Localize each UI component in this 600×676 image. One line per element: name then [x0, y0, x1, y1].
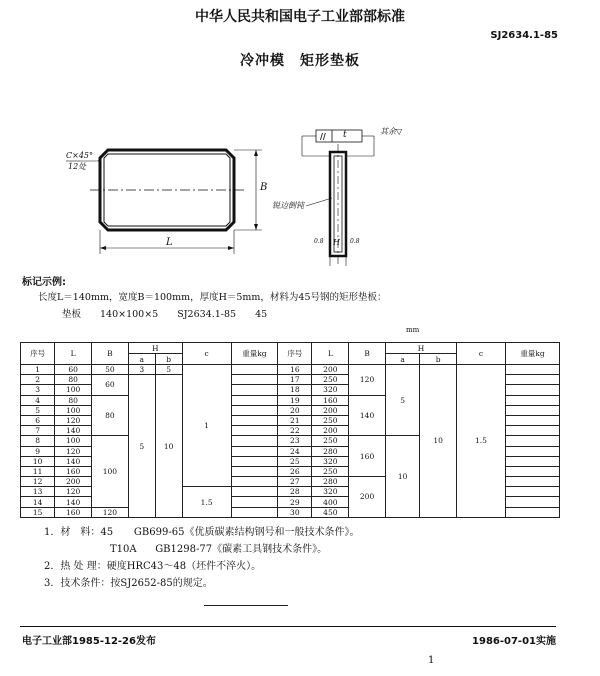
- cell-b: 50: [92, 365, 129, 375]
- cell-weight-right: [505, 487, 559, 497]
- dim-l-label: L: [166, 237, 173, 248]
- cell-weight: [231, 466, 278, 476]
- note-1-standard-1: GB699-65《优质碳素结构钢号和一般技术条件》。: [133, 527, 360, 538]
- cell-a-right: 10: [385, 436, 419, 518]
- header-weight-right: 重量kg: [505, 343, 559, 365]
- cell-weight: [231, 497, 278, 507]
- cell-l-right: 250: [312, 375, 349, 385]
- cell-l-right: 200: [312, 405, 349, 415]
- cell-weight: [231, 415, 278, 425]
- note-3: 3．技术条件：按SJ2652-85的规定。: [44, 578, 213, 589]
- cell-seq: 5: [21, 405, 55, 415]
- cell-weight-right: [505, 415, 559, 425]
- cell-seq: 2: [21, 375, 55, 385]
- cell-c: 1: [182, 365, 231, 487]
- cell-l-right: 320: [312, 456, 349, 466]
- cell-seq-right: 23: [278, 436, 312, 446]
- cell-seq-right: 25: [278, 456, 312, 466]
- roughness-note: 其余▽: [380, 127, 403, 136]
- header-seq: 序号: [21, 343, 55, 365]
- unit-label: mm: [406, 326, 420, 334]
- cell-seq: 4: [21, 395, 55, 405]
- header-h: H: [128, 343, 182, 354]
- cell-weight: [231, 456, 278, 466]
- cell-seq-right: 22: [278, 426, 312, 436]
- cell-b: 100: [92, 436, 129, 507]
- parallelism-symbol: //: [320, 131, 326, 141]
- cell-seq-right: 16: [278, 365, 312, 375]
- cell-l: 200: [55, 477, 92, 487]
- cell-a: 5: [128, 375, 155, 518]
- cell-weight-right: [505, 375, 559, 385]
- cell-l-right: 250: [312, 466, 349, 476]
- cell-weight: [231, 385, 278, 395]
- edge-note: 锐边倒钝: [272, 201, 304, 210]
- chamfer-count: 12处: [68, 162, 87, 171]
- cell-l: 120: [55, 415, 92, 425]
- cell-weight-right: [505, 477, 559, 487]
- cell-b-right: 140: [349, 395, 386, 436]
- header-b-right: B: [349, 343, 386, 365]
- header-a-right: a: [385, 354, 419, 365]
- cell-l: 60: [55, 365, 92, 375]
- cell-seq-right: 21: [278, 415, 312, 425]
- header-weight: 重量kg: [231, 343, 278, 365]
- cell-l: 140: [55, 426, 92, 436]
- cell-weight-right: [505, 446, 559, 456]
- cell-seq-right: 20: [278, 405, 312, 415]
- cell-seq-right: 26: [278, 466, 312, 476]
- header-b-sub-right: b: [420, 354, 457, 365]
- cell-b: 60: [92, 375, 129, 395]
- cell-l-right: 450: [312, 507, 349, 517]
- cell-l-right: 250: [312, 415, 349, 425]
- cell-l-right: 160: [312, 395, 349, 405]
- cell-weight: [231, 446, 278, 456]
- cell-weight-right: [505, 365, 559, 375]
- cell-seq-right: 19: [278, 395, 312, 405]
- plate-front-view: [66, 150, 262, 254]
- note-1-label: 1．材 料：: [44, 527, 101, 538]
- header-l: L: [55, 343, 92, 365]
- cell-c: 1.5: [182, 487, 231, 518]
- example-line-1: 长度L＝140mm，宽度B＝100mm，厚度H＝5mm，材料为45号钢的矩形垫板：: [38, 292, 387, 303]
- cell-b: 120: [92, 507, 129, 517]
- separator-line: [204, 605, 288, 606]
- cell-weight-right: [505, 466, 559, 476]
- example-line-2: 垫板 140×100×5 SJ2634.1-85 45: [62, 309, 268, 320]
- cell-l: 140: [55, 456, 92, 466]
- cell-seq: 12: [21, 477, 55, 487]
- cell-seq: 13: [21, 487, 55, 497]
- chamfer-label: C×45°: [66, 151, 94, 160]
- cell-a: 3: [128, 365, 155, 375]
- cell-b-right: 120: [349, 365, 386, 396]
- cell-l-right: 280: [312, 446, 349, 456]
- cell-l-right: 200: [312, 365, 349, 375]
- cell-weight: [231, 395, 278, 405]
- cell-l: 120: [55, 446, 92, 456]
- table-header-row: [21, 343, 560, 354]
- cell-seq: 10: [21, 456, 55, 466]
- header-seq-right: 序号: [278, 343, 312, 365]
- cell-weight-right: [505, 405, 559, 415]
- cell-l-right: 320: [312, 487, 349, 497]
- roughness-right: 0.8: [350, 238, 360, 245]
- cell-bh-right: 10: [420, 365, 457, 518]
- cell-l: 80: [55, 395, 92, 405]
- dim-h-label: H: [333, 238, 340, 247]
- cell-weight-right: [505, 497, 559, 507]
- header-l-right: L: [312, 343, 349, 365]
- cell-a-right: 5: [385, 365, 419, 436]
- cell-l: 160: [55, 466, 92, 476]
- cell-seq: 9: [21, 446, 55, 456]
- dimension-table: [20, 342, 560, 518]
- cell-seq-right: 29: [278, 497, 312, 507]
- cell-weight-right: [505, 507, 559, 517]
- technical-drawing: [0, 120, 600, 270]
- cell-weight-right: [505, 426, 559, 436]
- header-h-right: H: [385, 343, 456, 354]
- cell-l: 140: [55, 497, 92, 507]
- header-a: a: [128, 354, 155, 365]
- cell-seq-right: 17: [278, 375, 312, 385]
- cell-seq-right: 27: [278, 477, 312, 487]
- cell-weight-right: [505, 456, 559, 466]
- table-row: [21, 365, 560, 375]
- note-1-material-1: 45: [100, 527, 114, 538]
- standard-code: SJ2634.1-85: [490, 30, 558, 41]
- cell-seq: 6: [21, 415, 55, 425]
- cell-b-right: 200: [349, 477, 386, 518]
- cell-seq: 7: [21, 426, 55, 436]
- note-2: 2．热 处 理：硬度HRC43～48（坯件不淬火）。: [44, 561, 262, 572]
- cell-seq-right: 28: [278, 487, 312, 497]
- roughness-left: 0.8: [314, 238, 324, 245]
- cell-l-right: 280: [312, 477, 349, 487]
- cell-seq: 14: [21, 497, 55, 507]
- cell-l-right: 320: [312, 385, 349, 395]
- cell-seq: 3: [21, 385, 55, 395]
- cell-l: 120: [55, 487, 92, 497]
- page-number: 1: [428, 655, 435, 666]
- cell-seq: 8: [21, 436, 55, 446]
- cell-seq: 15: [21, 507, 55, 517]
- cell-weight-right: [505, 436, 559, 446]
- dim-b-label: B: [260, 182, 268, 193]
- cell-seq-right: 30: [278, 507, 312, 517]
- cell-weight: [231, 405, 278, 415]
- cell-l: 80: [55, 375, 92, 385]
- org-title: 中华人民共和国电子工业部部标准: [195, 9, 405, 25]
- issue-date: 电子工业部1985-12-26发布: [22, 636, 156, 647]
- cell-weight-right: [505, 395, 559, 405]
- header-b: B: [92, 343, 129, 365]
- cell-l: 100: [55, 405, 92, 415]
- cell-seq-right: 18: [278, 385, 312, 395]
- example-title: 标记示例:: [22, 277, 66, 288]
- footer-rule: [20, 626, 556, 627]
- cell-weight: [231, 426, 278, 436]
- cell-weight: [231, 436, 278, 446]
- cell-b: 80: [92, 395, 129, 436]
- cell-b-right: 160: [349, 436, 386, 477]
- cell-l: 100: [55, 436, 92, 446]
- header-c-right: c: [457, 343, 506, 365]
- note-1-material-2: T10A: [110, 544, 137, 555]
- cell-c-right: 1.5: [457, 365, 506, 518]
- note-1-standard-2: GB1298-77《碳素工具钢技术条件》。: [155, 544, 328, 555]
- cell-weight: [231, 507, 278, 517]
- cell-weight: [231, 365, 278, 375]
- header-c: c: [182, 343, 231, 365]
- cell-weight-right: [505, 385, 559, 395]
- cell-l-right: 200: [312, 426, 349, 436]
- cell-b-h: 5: [155, 365, 182, 375]
- cell-b-h: 10: [155, 375, 182, 518]
- cell-weight: [231, 487, 278, 497]
- cell-l: 160: [55, 507, 92, 517]
- cell-seq: 11: [21, 466, 55, 476]
- header-b-sub: b: [155, 354, 182, 365]
- cell-weight: [231, 477, 278, 487]
- notes-block: [44, 524, 359, 592]
- cell-seq-right: 24: [278, 446, 312, 456]
- cell-l-right: 400: [312, 497, 349, 507]
- cell-weight: [231, 375, 278, 385]
- cell-l-right: 250: [312, 436, 349, 446]
- effective-date: 1986-07-01实施: [472, 636, 556, 647]
- document-title: 冷冲模 矩形垫板: [240, 53, 360, 69]
- cell-seq: 1: [21, 365, 55, 375]
- cell-l: 100: [55, 385, 92, 395]
- tolerance-t: t: [343, 130, 347, 140]
